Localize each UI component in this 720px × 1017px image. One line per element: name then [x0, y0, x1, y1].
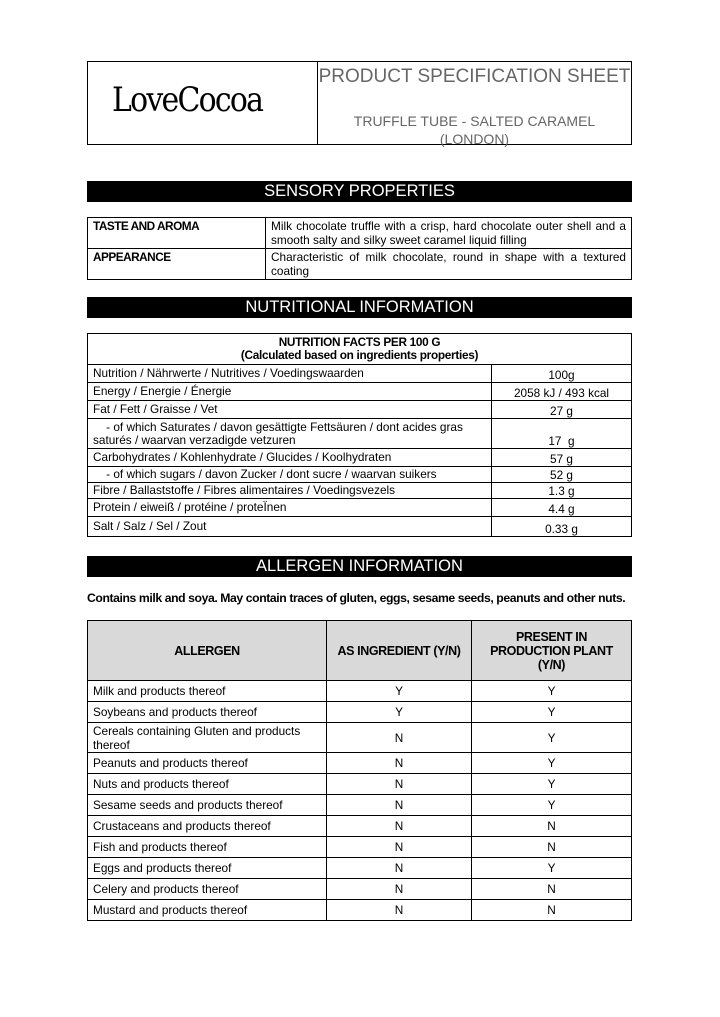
allergen-table [87, 620, 632, 921]
table-row [88, 900, 632, 921]
sensory-row [88, 249, 632, 280]
table-row [88, 858, 632, 879]
table-row [88, 499, 632, 517]
production-plant-value: Y [472, 858, 632, 879]
nutrient-label: - of which Saturates / davon gesättigte Fettsäuren / dont acides gras saturés / waarvan verzadigde vetzuren [88, 419, 492, 449]
allergen-header-row [88, 621, 632, 681]
production-plant-value: Y [472, 681, 632, 702]
table-row [88, 419, 632, 449]
table-row [88, 681, 632, 702]
table-row [88, 816, 632, 837]
nutrient-value: 17 g [492, 419, 632, 449]
nutrient-label: Fat / Fett / Graisse / Vet [88, 401, 492, 419]
as-ingredient-value: Y [327, 702, 472, 723]
table-row [88, 467, 632, 483]
as-ingredient-value: Y [327, 681, 472, 702]
as-ingredient-value: N [327, 723, 472, 753]
table-row [88, 723, 632, 753]
production-plant-value: N [472, 879, 632, 900]
as-ingredient-value: N [327, 900, 472, 921]
as-ingredient-value: N [327, 816, 472, 837]
sensory-table [87, 217, 632, 280]
as-ingredient-value: N [327, 858, 472, 879]
production-plant-value: N [472, 900, 632, 921]
sensory-row [88, 218, 632, 249]
table-row [88, 517, 632, 537]
nutrient-value: 4.4 g [492, 499, 632, 517]
nutrition-facts-subtitle: (Calculated based on ingredients properties) [240, 348, 479, 362]
nutrition-table [87, 333, 632, 537]
nutrition-facts-title: NUTRITION FACTS PER 100 G [278, 335, 441, 349]
nutrient-value: 0.33 g [492, 517, 632, 537]
nutrient-label: Nutrition / Nährwerte / Nutritives / Voedingswaarden [88, 365, 492, 383]
allergen-name: Nuts and products thereof [88, 774, 327, 795]
sensory-value: Characteristic of milk chocolate, round in shape with a textured coating [266, 249, 632, 280]
nutrient-value: 100g [492, 365, 632, 383]
production-plant-value: Y [472, 774, 632, 795]
allergen-column-header: ALLERGEN [88, 621, 327, 681]
allergen-name: Celery and products thereof [88, 879, 327, 900]
nutrient-label: Fibre / Ballaststoffe / Fibres alimentaires / Voedingsvezels [88, 483, 492, 499]
nutrient-value: 57 g [492, 449, 632, 467]
allergen-name: Milk and products thereof [88, 681, 327, 702]
allergen-name: Sesame seeds and products thereof [88, 795, 327, 816]
nutrient-value: 1.3 g [492, 483, 632, 499]
production-plant-column-header: PRESENT IN PRODUCTION PLANT (Y/N) [472, 621, 632, 681]
nutrient-value: 27 g [492, 401, 632, 419]
document-header [87, 61, 632, 145]
sensory-label: TASTE AND AROMA [88, 218, 266, 249]
allergen-name: Peanuts and products thereof [88, 753, 327, 774]
allergen-name: Crustaceans and products thereof [88, 816, 327, 837]
nutrient-label: Energy / Energie / Énergie [88, 383, 492, 401]
production-plant-value: N [472, 816, 632, 837]
table-row [88, 449, 632, 467]
allergen-name: Soybeans and products thereof [88, 702, 327, 723]
as-ingredient-value: N [327, 795, 472, 816]
table-row [88, 365, 632, 383]
product-name: TRUFFLE TUBE - SALTED CARAMEL (LONDON) [353, 113, 596, 147]
table-row [88, 483, 632, 499]
table-row [88, 383, 632, 401]
nutrition-header-row [88, 334, 632, 365]
nutrient-label: Protein / eiweiß / protéine / proteÏnen [88, 499, 492, 517]
nutrition-facts-header [88, 334, 632, 365]
production-plant-value: Y [472, 795, 632, 816]
allergen-name: Mustard and products thereof [88, 900, 327, 921]
production-plant-value: Y [472, 753, 632, 774]
nutrient-label: Carbohydrates / Kohlenhydrate / Glucides / Koolhydraten [88, 449, 492, 467]
allergen-statement: Contains milk and soya. May contain traces of gluten, eggs, sesame seeds, peanuts and other nuts. [87, 591, 626, 605]
table-row [88, 753, 632, 774]
table-row [88, 795, 632, 816]
as-ingredient-value: N [327, 753, 472, 774]
table-row [88, 774, 632, 795]
nutrient-label: Salt / Salz / Sel / Zout [88, 517, 492, 537]
sensory-label: APPEARANCE [88, 249, 266, 280]
as-ingredient-value: N [327, 774, 472, 795]
table-row [88, 837, 632, 858]
nutrient-value: 52 g [492, 467, 632, 483]
production-plant-value: Y [472, 702, 632, 723]
document-title: PRODUCT SPECIFICATION SHEET [318, 66, 631, 87]
production-plant-value: N [472, 837, 632, 858]
as-ingredient-value: N [327, 837, 472, 858]
as-ingredient-column-header: AS INGREDIENT (Y/N) [327, 621, 472, 681]
table-row [88, 702, 632, 723]
brand-logo: LoveCocoa [112, 80, 263, 120]
allergen-name: Cereals containing Gluten and products thereof [88, 723, 327, 753]
production-plant-value: Y [472, 723, 632, 753]
nutrient-label: - of which sugars / davon Zucker / dont sucre / waarvan suikers [88, 467, 492, 483]
sensory-value: Milk chocolate truffle with a crisp, hard chocolate outer shell and a smooth salty and silky sweet caramel liquid filling [266, 218, 632, 249]
allergen-name: Eggs and products thereof [88, 858, 327, 879]
nutrition-section-heading: NUTRITIONAL INFORMATION [87, 297, 632, 318]
table-row [88, 879, 632, 900]
as-ingredient-value: N [327, 879, 472, 900]
allergen-name: Fish and products thereof [88, 837, 327, 858]
nutrient-value: 2058 kJ / 493 kcal [492, 383, 632, 401]
allergen-section-heading: ALLERGEN INFORMATION [87, 556, 632, 577]
table-row [88, 401, 632, 419]
sensory-section-heading: SENSORY PROPERTIES [87, 181, 632, 202]
